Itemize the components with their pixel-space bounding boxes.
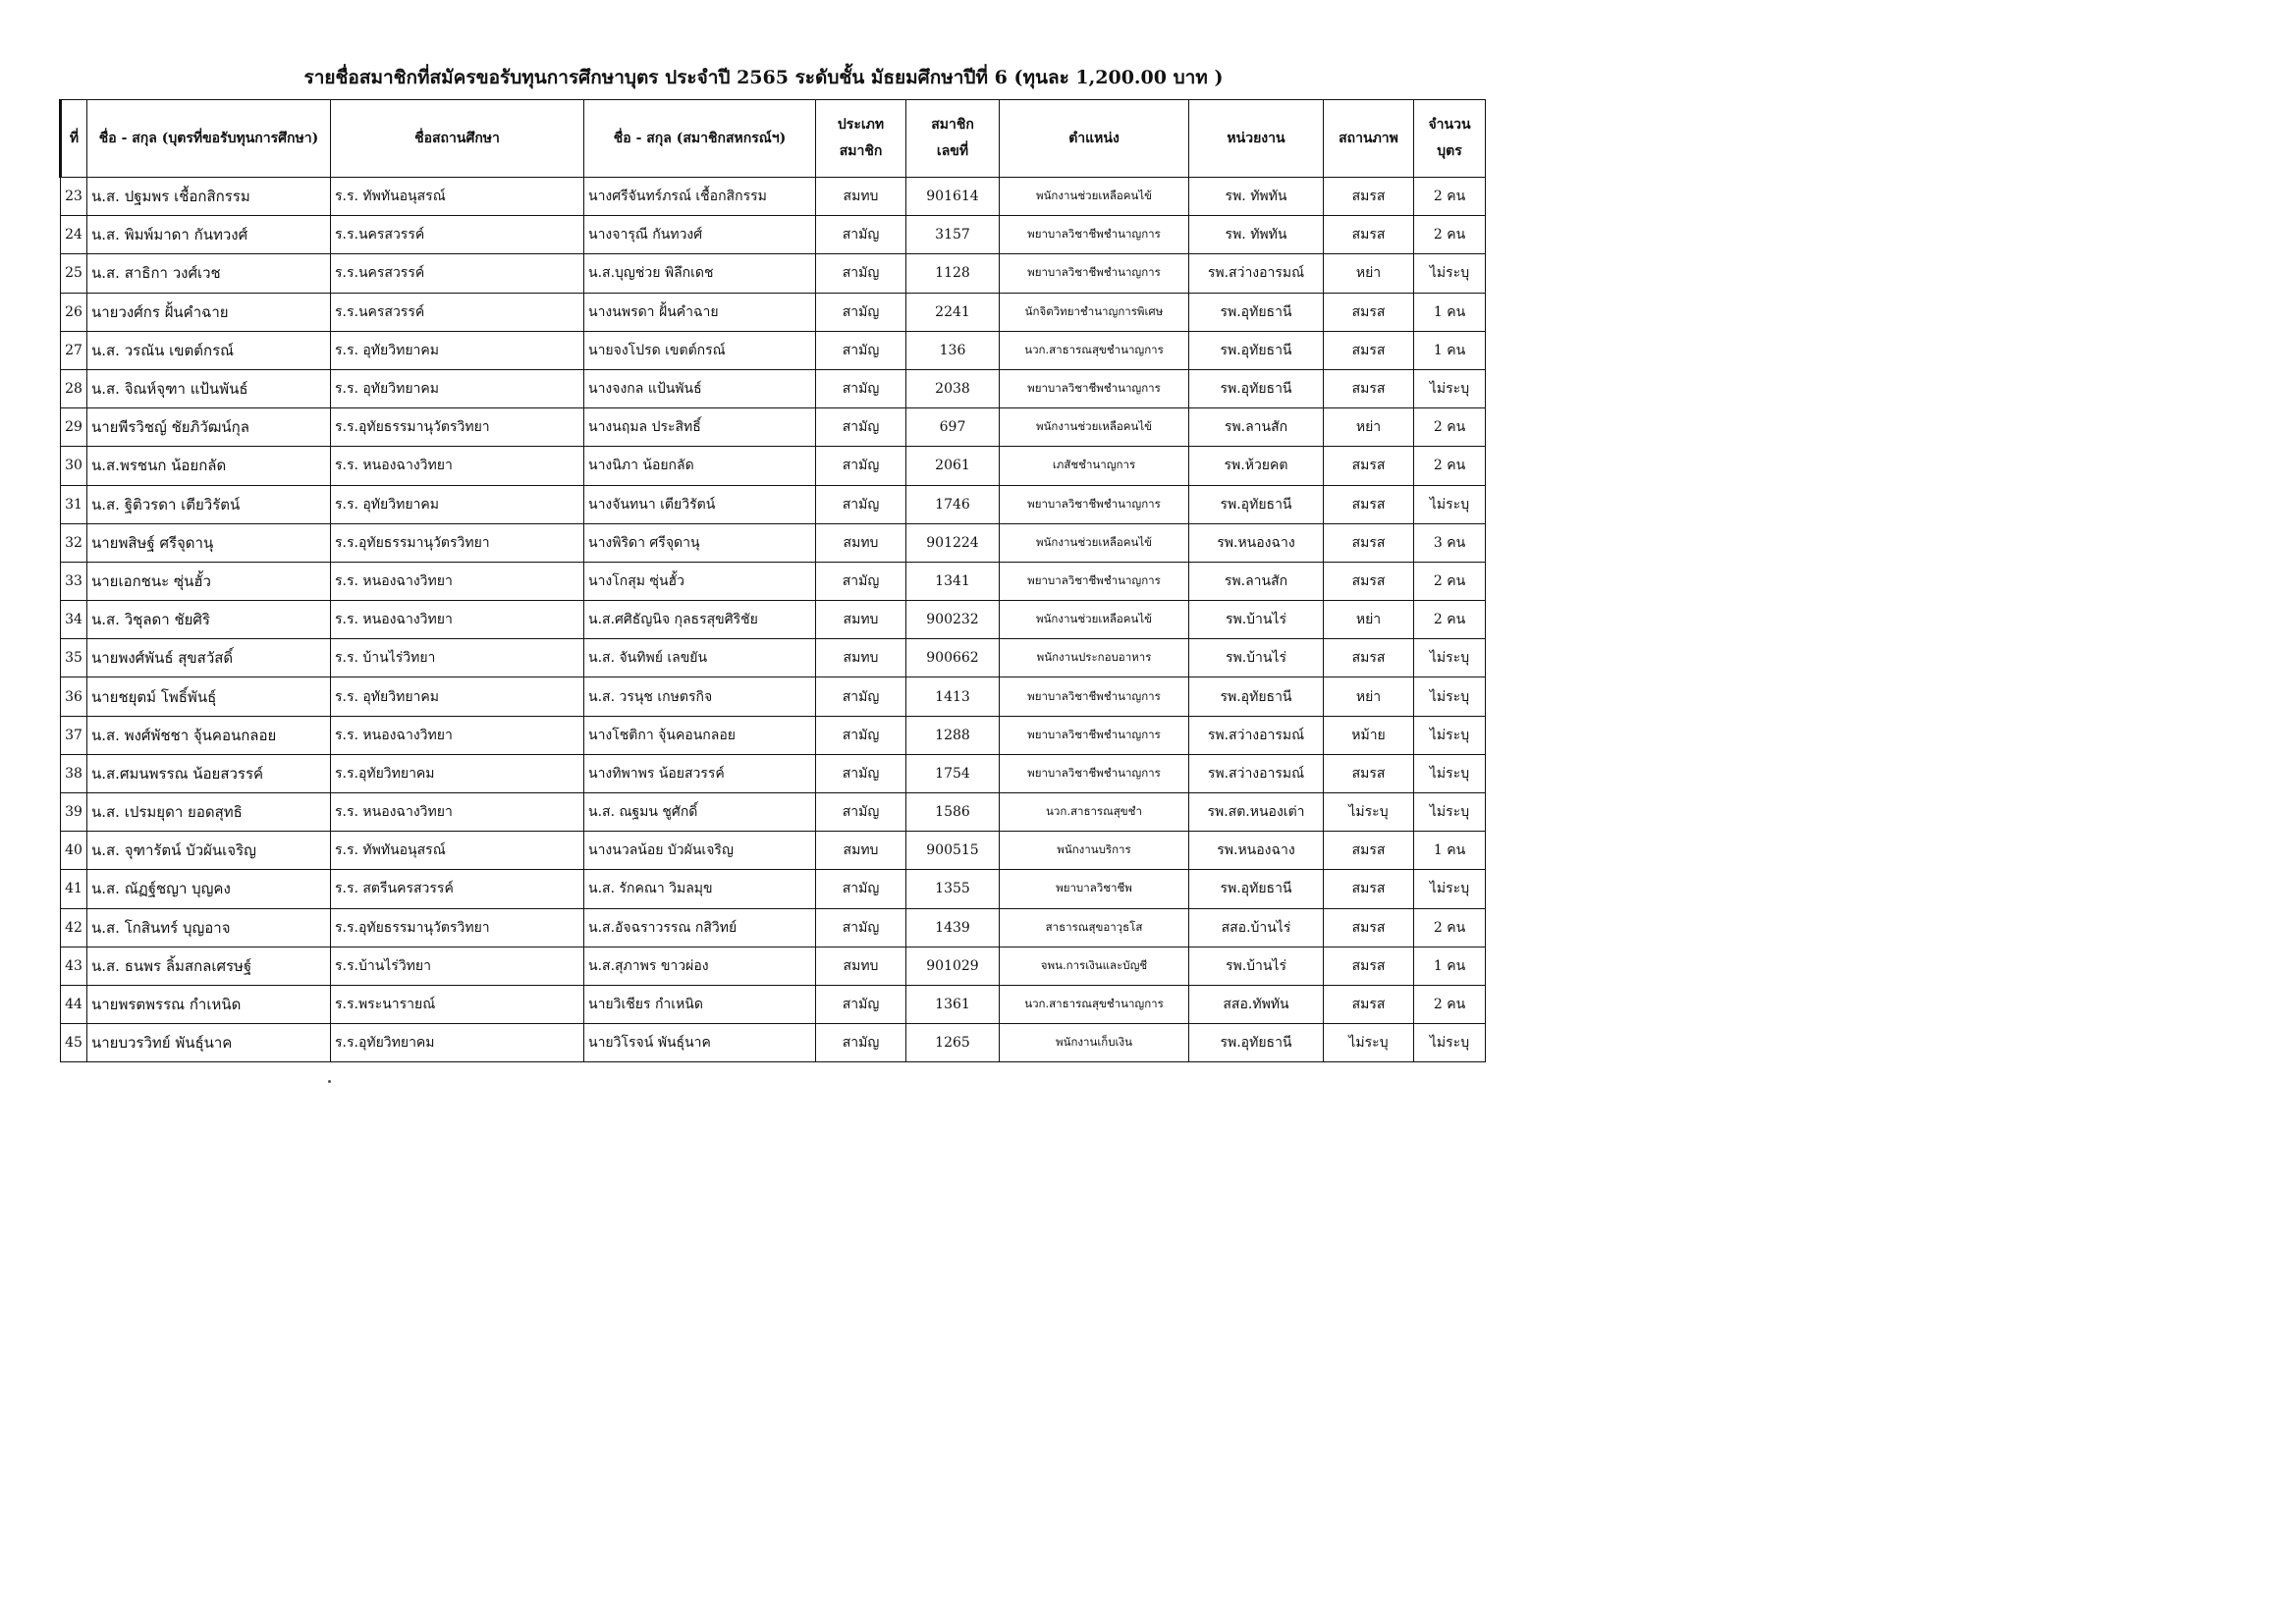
header-children-line1: จำนวน xyxy=(1428,117,1471,134)
table-row xyxy=(61,677,1486,716)
table-row xyxy=(61,793,1486,832)
header-children-count xyxy=(1414,100,1486,178)
member-number-cell: 900515 xyxy=(906,832,1000,870)
marital-status-cell: สมรส xyxy=(1324,639,1414,677)
school-name-cell: ร.ร. ทัพทันอนุสรณ์ xyxy=(331,178,584,216)
header-member-number-line2: เลขที่ xyxy=(936,143,969,159)
member-type-cell: สามัญ xyxy=(816,985,906,1023)
children-count-cell: 2 คน xyxy=(1414,985,1486,1023)
row-number-cell: 40 xyxy=(61,832,87,870)
table-row xyxy=(61,216,1486,254)
school-name-cell: ร.ร. อุทัยวิทยาคม xyxy=(331,331,584,369)
school-name-cell: ร.ร. หนองฉางวิทยา xyxy=(331,716,584,754)
children-count-cell: ไม่ระบุ xyxy=(1414,639,1486,677)
unit-cell: รพ.อุทัยธานี xyxy=(1189,870,1324,908)
member-name-cell: นางทิพาพร น้อยสวรรค์ xyxy=(584,754,816,792)
header-no: ที่ xyxy=(61,100,87,178)
children-count-cell: ไม่ระบุ xyxy=(1414,369,1486,407)
member-name-cell: นายวิโรจน์ พันธุ์นาค xyxy=(584,1024,816,1062)
student-name-cell: น.ส.ศมนพรรณ น้อยสวรรค์ xyxy=(87,754,331,792)
member-number-cell: 900662 xyxy=(906,639,1000,677)
school-name-cell: ร.ร.อุทัยธรรมานุวัตรวิทยา xyxy=(331,408,584,447)
position-cell: พยาบาลวิชาชีพชำนาญการ xyxy=(1000,754,1189,792)
row-number-cell: 36 xyxy=(61,677,87,716)
member-number-cell: 901614 xyxy=(906,178,1000,216)
header-marital-status: สถานภาพ xyxy=(1324,100,1414,178)
position-cell: พยาบาลวิชาชีพ xyxy=(1000,870,1189,908)
member-number-cell: 1128 xyxy=(906,254,1000,293)
table-row xyxy=(61,178,1486,216)
table-row xyxy=(61,639,1486,677)
member-number-cell: 1341 xyxy=(906,562,1000,600)
row-number-cell: 27 xyxy=(61,331,87,369)
marital-status-cell: สมรส xyxy=(1324,331,1414,369)
member-number-cell: 2038 xyxy=(906,369,1000,407)
student-name-cell: น.ส. วิชุลดา ชัยศิริ xyxy=(87,601,331,639)
student-name-cell: นายวงศ์กร ฝั้นคำฉาย xyxy=(87,293,331,331)
children-count-cell: 2 คน xyxy=(1414,216,1486,254)
position-cell: สาธารณสุขอาวุธโส xyxy=(1000,908,1189,947)
table-row xyxy=(61,601,1486,639)
marital-status-cell: หย่า xyxy=(1324,601,1414,639)
marital-status-cell: หย่า xyxy=(1324,677,1414,716)
unit-cell: สสอ.ทัพทัน xyxy=(1189,985,1324,1023)
marital-status-cell: หม้าย xyxy=(1324,716,1414,754)
header-member-number-line1: สมาชิก xyxy=(931,117,974,134)
unit-cell: รพ. ทัพทัน xyxy=(1189,216,1324,254)
student-name-cell: น.ส. ฐิติวรดา เตียวิรัตน์ xyxy=(87,485,331,523)
children-count-cell: 2 คน xyxy=(1414,908,1486,947)
member-number-cell: 900232 xyxy=(906,601,1000,639)
member-type-cell: สามัญ xyxy=(816,793,906,832)
header-position: ตำแหน่ง xyxy=(1000,100,1189,178)
school-name-cell: ร.ร. อุทัยวิทยาคม xyxy=(331,485,584,523)
position-cell: นวก.สาธารณสุขชำนาญการ xyxy=(1000,331,1189,369)
unit-cell: รพ.บ้านไร่ xyxy=(1189,947,1324,985)
school-name-cell: ร.ร. อุทัยวิทยาคม xyxy=(331,369,584,407)
member-name-cell: นางนิภา น้อยกลัด xyxy=(584,447,816,485)
member-number-cell: 1413 xyxy=(906,677,1000,716)
children-count-cell: 3 คน xyxy=(1414,523,1486,562)
row-number-cell: 23 xyxy=(61,178,87,216)
school-name-cell: ร.ร. ทัพทันอนุสรณ์ xyxy=(331,832,584,870)
marital-status-cell: สมรส xyxy=(1324,754,1414,792)
table-row xyxy=(61,562,1486,600)
row-number-cell: 42 xyxy=(61,908,87,947)
children-count-cell: 1 คน xyxy=(1414,293,1486,331)
member-type-cell: สมทบ xyxy=(816,947,906,985)
member-name-cell: นายจงโปรด เขตต์กรณ์ xyxy=(584,331,816,369)
row-number-cell: 25 xyxy=(61,254,87,293)
position-cell: เภสัชชำนาญการ xyxy=(1000,447,1189,485)
unit-cell: รพ.หนองฉาง xyxy=(1189,832,1324,870)
member-number-cell: 1439 xyxy=(906,908,1000,947)
children-count-cell: ไม่ระบุ xyxy=(1414,716,1486,754)
table-row xyxy=(61,369,1486,407)
marital-status-cell: สมรส xyxy=(1324,369,1414,407)
member-type-cell: สามัญ xyxy=(816,254,906,293)
member-name-cell: นางพิริดา ศรีจุดานุ xyxy=(584,523,816,562)
member-type-cell: สามัญ xyxy=(816,331,906,369)
school-name-cell: ร.ร.นครสวรรค์ xyxy=(331,254,584,293)
member-name-cell: น.ส.ศศิธัญนิจ กุลธรสุขศิริชัย xyxy=(584,601,816,639)
marital-status-cell: สมรส xyxy=(1324,293,1414,331)
marital-status-cell: สมรส xyxy=(1324,832,1414,870)
table-row xyxy=(61,254,1486,293)
student-name-cell: น.ส. ธนพร ลิ้มสกลเศรษฐ์ xyxy=(87,947,331,985)
children-count-cell: 2 คน xyxy=(1414,178,1486,216)
marital-status-cell: สมรส xyxy=(1324,216,1414,254)
school-name-cell: ร.ร. หนองฉางวิทยา xyxy=(331,562,584,600)
student-name-cell: น.ส. ณัฏฐ์ชญา บุญคง xyxy=(87,870,331,908)
position-cell: พยาบาลวิชาชีพชำนาญการ xyxy=(1000,369,1189,407)
student-name-cell: นายเอกชนะ ซุ่นฮั้ว xyxy=(87,562,331,600)
school-name-cell: ร.ร.อุทัยวิทยาคม xyxy=(331,1024,584,1062)
unit-cell: รพ. ทัพทัน xyxy=(1189,178,1324,216)
student-name-cell: น.ส. เปรมยุดา ยอดสุทธิ xyxy=(87,793,331,832)
row-number-cell: 35 xyxy=(61,639,87,677)
header-member-type xyxy=(816,100,906,178)
row-number-cell: 33 xyxy=(61,562,87,600)
table-row xyxy=(61,485,1486,523)
header-unit: หน่วยงาน xyxy=(1189,100,1324,178)
children-count-cell: 1 คน xyxy=(1414,331,1486,369)
row-number-cell: 44 xyxy=(61,985,87,1023)
school-name-cell: ร.ร.อุทัยธรรมานุวัตรวิทยา xyxy=(331,523,584,562)
student-name-cell: นายพสิษฐ์ ศรีจุดานุ xyxy=(87,523,331,562)
school-name-cell: ร.ร. บ้านไร่วิทยา xyxy=(331,639,584,677)
row-number-cell: 28 xyxy=(61,369,87,407)
member-type-cell: สมทบ xyxy=(816,178,906,216)
table-row xyxy=(61,331,1486,369)
member-type-cell: สมทบ xyxy=(816,523,906,562)
table-row xyxy=(61,754,1486,792)
row-number-cell: 26 xyxy=(61,293,87,331)
row-number-cell: 31 xyxy=(61,485,87,523)
school-name-cell: ร.ร. สตรีนครสวรรค์ xyxy=(331,870,584,908)
student-name-cell: น.ส. จุฑารัตน์ บัวผันเจริญ xyxy=(87,832,331,870)
member-number-cell: 1265 xyxy=(906,1024,1000,1062)
school-name-cell: ร.ร.อุทัยวิทยาคม xyxy=(331,754,584,792)
position-cell: พนักงานช่วยเหลือคนไข้ xyxy=(1000,408,1189,447)
member-type-cell: สามัญ xyxy=(816,716,906,754)
position-cell: พยาบาลวิชาชีพชำนาญการ xyxy=(1000,716,1189,754)
row-number-cell: 34 xyxy=(61,601,87,639)
marital-status-cell: สมรส xyxy=(1324,908,1414,947)
member-type-cell: สามัญ xyxy=(816,870,906,908)
children-count-cell: ไม่ระบุ xyxy=(1414,677,1486,716)
member-number-cell: 3157 xyxy=(906,216,1000,254)
member-name-cell: น.ส. รักคณา วิมลมุข xyxy=(584,870,816,908)
table-row xyxy=(61,832,1486,870)
children-count-cell: 1 คน xyxy=(1414,947,1486,985)
member-number-cell: 1754 xyxy=(906,754,1000,792)
children-count-cell: 2 คน xyxy=(1414,601,1486,639)
position-cell: พยาบาลวิชาชีพชำนาญการ xyxy=(1000,677,1189,716)
header-member-type-line1: ประเภท xyxy=(837,117,885,134)
position-cell: พยาบาลวิชาชีพชำนาญการ xyxy=(1000,254,1189,293)
member-number-cell: 1361 xyxy=(906,985,1000,1023)
unit-cell: รพ.ห้วยคต xyxy=(1189,447,1324,485)
member-name-cell: น.ส.สุภาพร ขาวผ่อง xyxy=(584,947,816,985)
student-name-cell: น.ส. พิมพ์มาดา กันทวงศ์ xyxy=(87,216,331,254)
member-type-cell: สามัญ xyxy=(816,908,906,947)
marital-status-cell: สมรส xyxy=(1324,178,1414,216)
member-name-cell: น.ส. ณฐมน ชูศักดิ์ xyxy=(584,793,816,832)
member-type-cell: สามัญ xyxy=(816,562,906,600)
member-type-cell: สมทบ xyxy=(816,601,906,639)
member-name-cell: นางนฤมล ประสิทธิ์ xyxy=(584,408,816,447)
position-cell: พนักงานช่วยเหลือคนไข้ xyxy=(1000,601,1189,639)
student-name-cell: น.ส. สาธิกา วงศ์เวช xyxy=(87,254,331,293)
member-name-cell: นางศรีจันทร์ภรณ์ เชื้อกสิกรรม xyxy=(584,178,816,216)
student-name-cell: น.ส. ปฐมพร เชื้อกสิกรรม xyxy=(87,178,331,216)
marital-status-cell: สมรส xyxy=(1324,947,1414,985)
student-name-cell: น.ส. พงศ์พัชชา จุ้นคอนกลอย xyxy=(87,716,331,754)
member-name-cell: น.ส. จันทิพย์ เลขยัน xyxy=(584,639,816,677)
member-name-cell: นางนพรดา ฝั้นคำฉาย xyxy=(584,293,816,331)
student-name-cell: น.ส. โกสินทร์ บุญอาจ xyxy=(87,908,331,947)
member-number-cell: 1586 xyxy=(906,793,1000,832)
unit-cell: รพ.ลานสัก xyxy=(1189,562,1324,600)
header-school-name: ชื่อสถานศึกษา xyxy=(331,100,584,178)
header-children-line2: บุตร xyxy=(1437,143,1462,159)
row-number-cell: 37 xyxy=(61,716,87,754)
member-name-cell: น.ส.บุญช่วย พิลึกเดช xyxy=(584,254,816,293)
student-name-cell: นายพรตพรรณ กำเหนิด xyxy=(87,985,331,1023)
unit-cell: รพ.อุทัยธานี xyxy=(1189,1024,1324,1062)
unit-cell: รพ.สว่างอารมณ์ xyxy=(1189,754,1324,792)
row-number-cell: 38 xyxy=(61,754,87,792)
row-number-cell: 39 xyxy=(61,793,87,832)
marital-status-cell: ไม่ระบุ xyxy=(1324,793,1414,832)
table-row xyxy=(61,408,1486,447)
marital-status-cell: สมรส xyxy=(1324,485,1414,523)
unit-cell: รพ.สว่างอารมณ์ xyxy=(1189,254,1324,293)
student-name-cell: น.ส.พรชนก น้อยกลัด xyxy=(87,447,331,485)
children-count-cell: 2 คน xyxy=(1414,408,1486,447)
member-number-cell: 2241 xyxy=(906,293,1000,331)
unit-cell: รพ.หนองฉาง xyxy=(1189,523,1324,562)
school-name-cell: ร.ร.อุทัยธรรมานุวัตรวิทยา xyxy=(331,908,584,947)
position-cell: พยาบาลวิชาชีพชำนาญการ xyxy=(1000,562,1189,600)
position-cell: พนักงานประกอบอาหาร xyxy=(1000,639,1189,677)
student-name-cell: น.ส. วรณัน เขตต์กรณ์ xyxy=(87,331,331,369)
row-number-cell: 29 xyxy=(61,408,87,447)
table-row xyxy=(61,947,1486,985)
member-name-cell: นางนวลน้อย บัวผันเจริญ xyxy=(584,832,816,870)
children-count-cell: ไม่ระบุ xyxy=(1414,793,1486,832)
marital-status-cell: สมรส xyxy=(1324,523,1414,562)
member-type-cell: สามัญ xyxy=(816,447,906,485)
table-row xyxy=(61,985,1486,1023)
member-number-cell: 901029 xyxy=(906,947,1000,985)
position-cell: นักจิตวิทยาชำนาญการพิเศษ xyxy=(1000,293,1189,331)
unit-cell: รพ.สว่างอารมณ์ xyxy=(1189,716,1324,754)
children-count-cell: ไม่ระบุ xyxy=(1414,254,1486,293)
header-member-type-line2: สมาชิก xyxy=(839,143,883,159)
school-name-cell: ร.ร.พระนารายณ์ xyxy=(331,985,584,1023)
children-count-cell: ไม่ระบุ xyxy=(1414,754,1486,792)
row-number-cell: 24 xyxy=(61,216,87,254)
marital-status-cell: หย่า xyxy=(1324,254,1414,293)
marital-status-cell: สมรส xyxy=(1324,562,1414,600)
member-type-cell: สามัญ xyxy=(816,293,906,331)
table-row xyxy=(61,293,1486,331)
member-type-cell: สามัญ xyxy=(816,408,906,447)
student-name-cell: นายพงศ์พันธ์ สุขสวัสดิ์ xyxy=(87,639,331,677)
school-name-cell: ร.ร. หนองฉางวิทยา xyxy=(331,601,584,639)
document-title: รายชื่อสมาชิกที่สมัครขอรับทุนการศึกษาบุตร ประจำปี 2565 ระดับชั้น มัธยมศึกษาปีที่ 6 (ทุนละ 1,200.00 บาท ) xyxy=(303,67,1224,88)
unit-cell: รพ.บ้านไร่ xyxy=(1189,639,1324,677)
member-number-cell: 136 xyxy=(906,331,1000,369)
member-type-cell: สามัญ xyxy=(816,369,906,407)
unit-cell: รพ.สต.หนองเต่า xyxy=(1189,793,1324,832)
unit-cell: สสอ.บ้านไร่ xyxy=(1189,908,1324,947)
school-name-cell: ร.ร.บ้านไร่วิทยา xyxy=(331,947,584,985)
position-cell: นวก.สาธารณสุขชำ xyxy=(1000,793,1189,832)
unit-cell: รพ.อุทัยธานี xyxy=(1189,369,1324,407)
member-type-cell: สามัญ xyxy=(816,754,906,792)
member-type-cell: สามัญ xyxy=(816,485,906,523)
member-name-cell: น.ส.อัจฉราวรรณ กสิวิทย์ xyxy=(584,908,816,947)
member-name-cell: นางจันทนา เตียวิรัตน์ xyxy=(584,485,816,523)
unit-cell: รพ.ลานสัก xyxy=(1189,408,1324,447)
position-cell: พนักงานช่วยเหลือคนไข้ xyxy=(1000,523,1189,562)
unit-cell: รพ.อุทัยธานี xyxy=(1189,331,1324,369)
children-count-cell: ไม่ระบุ xyxy=(1414,1024,1486,1062)
row-number-cell: 43 xyxy=(61,947,87,985)
table-row xyxy=(61,716,1486,754)
children-count-cell: 1 คน xyxy=(1414,832,1486,870)
school-name-cell: ร.ร. หนองฉางวิทยา xyxy=(331,447,584,485)
member-type-cell: สมทบ xyxy=(816,639,906,677)
school-name-cell: ร.ร. หนองฉางวิทยา xyxy=(331,793,584,832)
table-row xyxy=(61,870,1486,908)
member-name-cell: นางโกสุม ซุ่นฮั้ว xyxy=(584,562,816,600)
table-row xyxy=(61,447,1486,485)
member-type-cell: สามัญ xyxy=(816,1024,906,1062)
student-name-cell: นายพีรวิชญ์ ชัยภิวัฒน์กุล xyxy=(87,408,331,447)
member-name-cell: นางจงกล แป้นพันธ์ xyxy=(584,369,816,407)
position-cell: พนักงานช่วยเหลือคนไข้ xyxy=(1000,178,1189,216)
marital-status-cell: สมรส xyxy=(1324,870,1414,908)
unit-cell: รพ.อุทัยธานี xyxy=(1189,485,1324,523)
member-number-cell: 901224 xyxy=(906,523,1000,562)
unit-cell: รพ.บ้านไร่ xyxy=(1189,601,1324,639)
position-cell: พยาบาลวิชาชีพชำนาญการ xyxy=(1000,485,1189,523)
row-number-cell: 32 xyxy=(61,523,87,562)
scholarship-applicant-table xyxy=(59,99,1486,1062)
children-count-cell: 2 คน xyxy=(1414,447,1486,485)
member-name-cell: นางจารุณี กันทวงศ์ xyxy=(584,216,816,254)
student-name-cell: นายชยุตม์ โพธิ์พันธุ์ xyxy=(87,677,331,716)
member-name-cell: น.ส. วรนุช เกษตรกิจ xyxy=(584,677,816,716)
table-header-row xyxy=(61,100,1486,178)
member-type-cell: สมทบ xyxy=(816,832,906,870)
table-row xyxy=(61,1024,1486,1062)
member-name-cell: นางโชติกา จุ้นคอนกลอย xyxy=(584,716,816,754)
scan-speck xyxy=(328,1080,331,1083)
row-number-cell: 30 xyxy=(61,447,87,485)
header-student-name: ชื่อ - สกุล (บุตรที่ขอรับทุนการศึกษา) xyxy=(87,100,331,178)
student-name-cell: น.ส. จิณห์จุฑา แป้นพันธ์ xyxy=(87,369,331,407)
table-row xyxy=(61,908,1486,947)
member-type-cell: สามัญ xyxy=(816,216,906,254)
unit-cell: รพ.อุทัยธานี xyxy=(1189,677,1324,716)
row-number-cell: 45 xyxy=(61,1024,87,1062)
marital-status-cell: สมรส xyxy=(1324,447,1414,485)
member-number-cell: 2061 xyxy=(906,447,1000,485)
member-number-cell: 1288 xyxy=(906,716,1000,754)
position-cell: นวก.สาธารณสุขชำนาญการ xyxy=(1000,985,1189,1023)
table-row xyxy=(61,523,1486,562)
position-cell: พยาบาลวิชาชีพชำนาญการ xyxy=(1000,216,1189,254)
children-count-cell: ไม่ระบุ xyxy=(1414,485,1486,523)
member-number-cell: 697 xyxy=(906,408,1000,447)
member-number-cell: 1746 xyxy=(906,485,1000,523)
children-count-cell: ไม่ระบุ xyxy=(1414,870,1486,908)
position-cell: พนักงานบริการ xyxy=(1000,832,1189,870)
header-member-name: ชื่อ - สกุล (สมาชิกสหกรณ์ฯ) xyxy=(584,100,816,178)
marital-status-cell: หย่า xyxy=(1324,408,1414,447)
member-number-cell: 1355 xyxy=(906,870,1000,908)
row-number-cell: 41 xyxy=(61,870,87,908)
marital-status-cell: ไม่ระบุ xyxy=(1324,1024,1414,1062)
school-name-cell: ร.ร.นครสวรรค์ xyxy=(331,216,584,254)
position-cell: พนักงานเก็บเงิน xyxy=(1000,1024,1189,1062)
position-cell: จพน.การเงินและบัญชี xyxy=(1000,947,1189,985)
unit-cell: รพ.อุทัยธานี xyxy=(1189,293,1324,331)
member-name-cell: นายวิเชียร กำเหนิด xyxy=(584,985,816,1023)
member-type-cell: สามัญ xyxy=(816,677,906,716)
school-name-cell: ร.ร.นครสวรรค์ xyxy=(331,293,584,331)
student-name-cell: นายบวรวิทย์ พันธุ์นาค xyxy=(87,1024,331,1062)
marital-status-cell: สมรส xyxy=(1324,985,1414,1023)
school-name-cell: ร.ร. อุทัยวิทยาคม xyxy=(331,677,584,716)
children-count-cell: 2 คน xyxy=(1414,562,1486,600)
header-member-number xyxy=(906,100,1000,178)
